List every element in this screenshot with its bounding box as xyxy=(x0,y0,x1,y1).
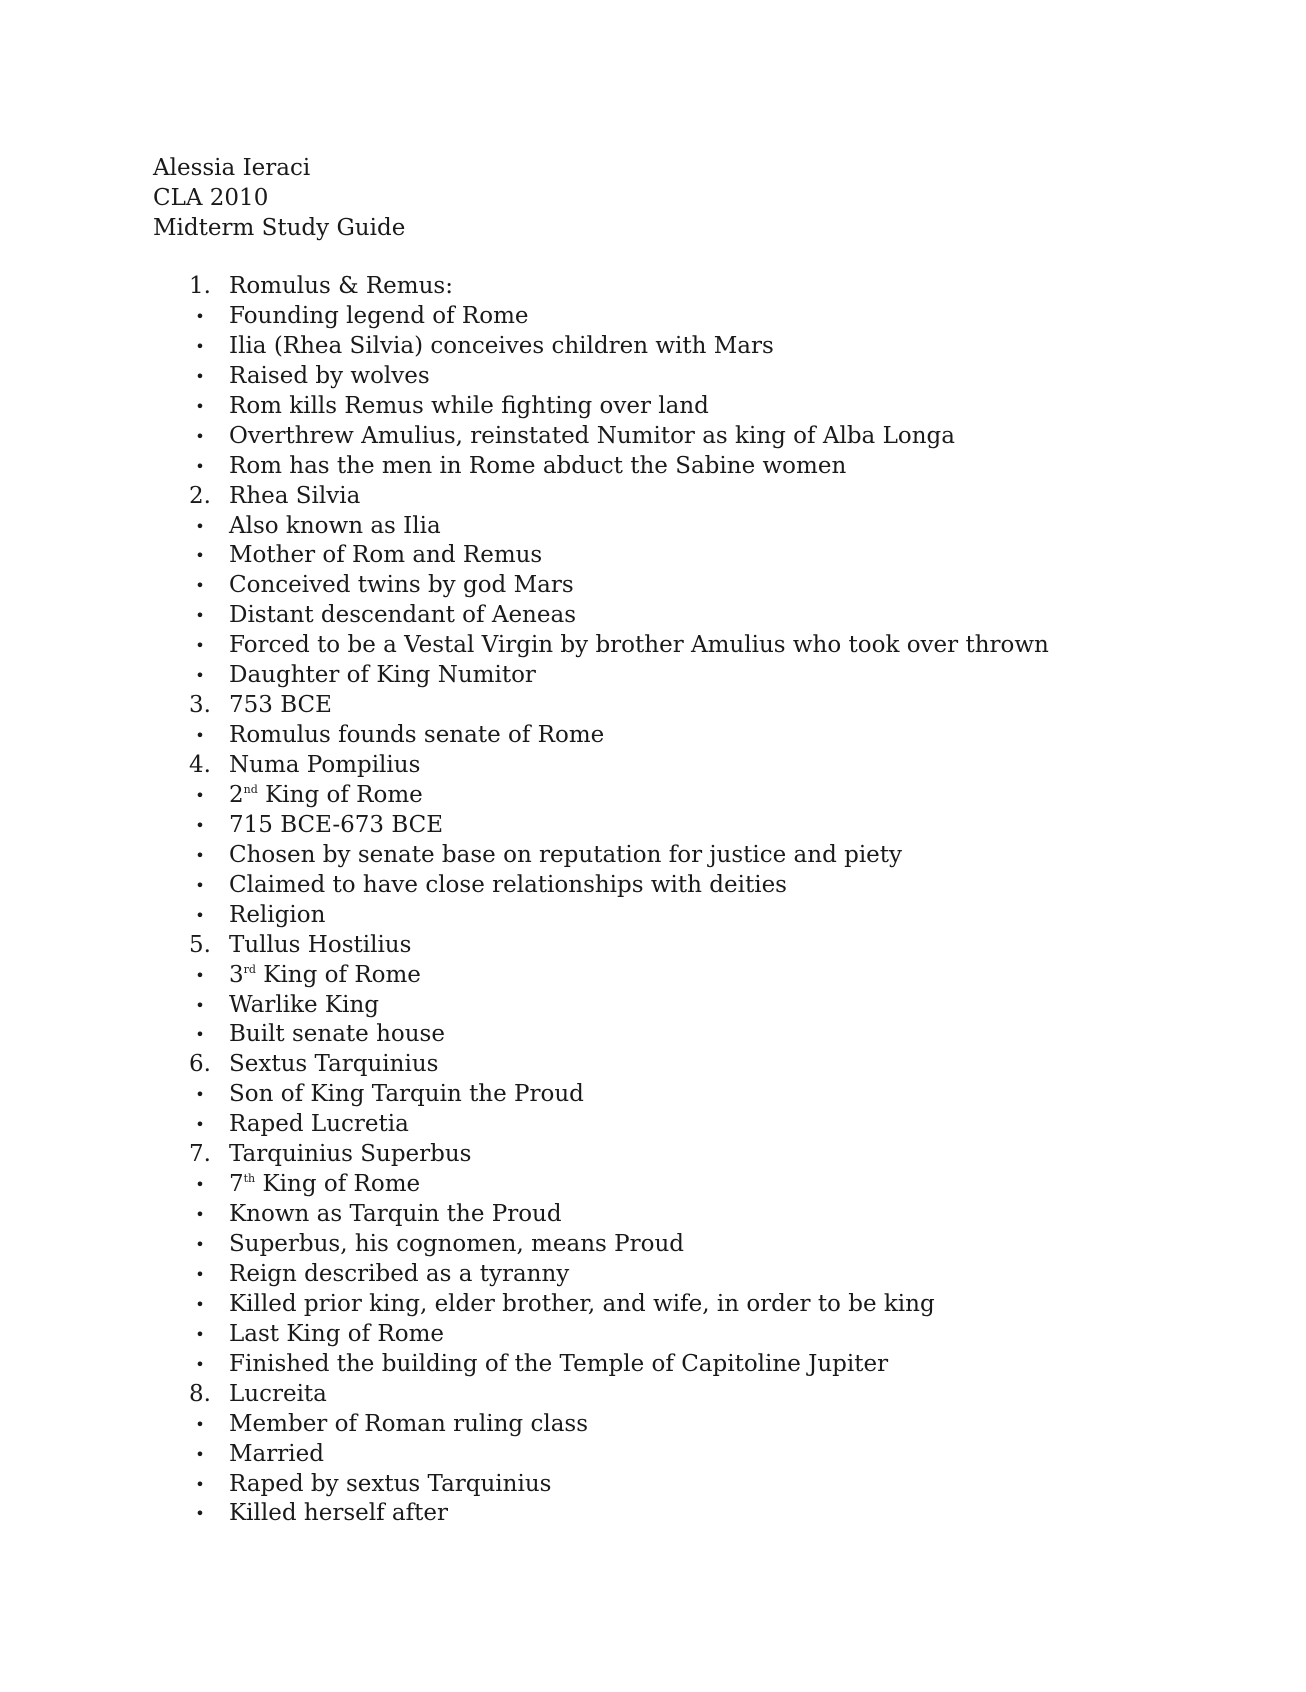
ordinal-number: 3 xyxy=(229,961,244,988)
list-item-text: Rhea Silvia xyxy=(229,482,361,509)
list-item-text: Killed herself after xyxy=(229,1500,448,1527)
list-item-text: Rom kills Remus while fighting over land xyxy=(229,392,709,419)
list-item-text: Lucreita xyxy=(229,1380,327,1407)
bullet-icon: • xyxy=(195,1294,205,1314)
bullet-icon: • xyxy=(195,875,205,895)
ordinal-suffix: rd xyxy=(243,962,256,976)
bullet-icon: • xyxy=(195,336,205,356)
bullet-icon: • xyxy=(195,995,205,1015)
document-header xyxy=(153,153,405,243)
list-item-text xyxy=(229,961,421,991)
bullet-icon: • xyxy=(195,1444,205,1464)
list-item-text: Married xyxy=(229,1440,324,1467)
ordinal-suffix: nd xyxy=(243,782,258,796)
list-number: 2. xyxy=(189,482,211,509)
bullet-icon: • xyxy=(195,1235,205,1254)
bullet-icon: • xyxy=(195,366,205,386)
list-item-text: Raised by wolves xyxy=(229,362,430,389)
list-number: 5. xyxy=(189,931,211,958)
list-number: 1. xyxy=(189,273,211,299)
list-item-text: Daughter of King Numitor xyxy=(229,662,536,689)
author-name: Alessia Ieraci xyxy=(153,155,311,181)
list-item-text: Built senate house xyxy=(229,1021,445,1048)
list-item-text: Known as Tarquin the Proud xyxy=(229,1201,562,1228)
bullet-icon: • xyxy=(195,306,205,326)
bullet-icon: • xyxy=(195,905,205,925)
list-item-text: Also known as Ilia xyxy=(229,512,441,539)
ordinal-suffix: th xyxy=(243,1172,256,1186)
bullet-icon: • xyxy=(195,1324,205,1344)
list-item-text: Numa Pompilius xyxy=(229,752,421,778)
bullet-icon: • xyxy=(195,396,205,416)
list-item-text: Tarquinius Superbus xyxy=(229,1141,472,1168)
list-number: 8. xyxy=(189,1380,211,1407)
bullet-icon: • xyxy=(195,516,205,536)
list-item-text: Raped Lucretia xyxy=(229,1111,409,1138)
list-item-text: Forced to be a Vestal Virgin by brother Amulius who took over thrown xyxy=(229,632,1049,659)
bullet-icon: • xyxy=(195,576,205,596)
bullet-icon: • xyxy=(195,426,205,446)
ordinal-number: 7 xyxy=(229,1171,244,1198)
bullet-icon: • xyxy=(195,606,205,626)
bullet-icon: • xyxy=(195,1115,205,1135)
list-item-text: Chosen by senate base on reputation for justice and piety xyxy=(229,841,903,868)
bullet-icon: • xyxy=(195,456,205,476)
list-item-text: Member of Roman ruling class xyxy=(229,1410,589,1437)
list-number: 4. xyxy=(189,752,211,778)
list-item-text: Superbus, his cognomen, means Proud xyxy=(229,1231,685,1257)
list-item-text xyxy=(229,781,423,811)
list-number: 7. xyxy=(189,1141,211,1168)
bullet-icon: • xyxy=(195,1264,205,1284)
bullet-icon: • xyxy=(195,1504,205,1524)
bullet-icon: • xyxy=(195,815,205,835)
list-number: 3. xyxy=(189,692,211,719)
list-item-text: Killed prior king, elder brother, and wife, in order to be king xyxy=(229,1290,935,1317)
list-item-text: Ilia (Rhea Silvia) conceives children with Mars xyxy=(229,332,774,359)
list-item-text: Son of King Tarquin the Proud xyxy=(229,1081,584,1108)
list-item-text: Claimed to have close relationships with deities xyxy=(229,871,787,898)
list-item-text: Conceived twins by god Mars xyxy=(229,572,574,599)
bullet-icon: • xyxy=(195,1085,205,1105)
list-item-text: Mother of Rom and Remus xyxy=(229,542,543,569)
list-item-text: Warlike King xyxy=(229,991,379,1018)
item-text-rest: King of Rome xyxy=(255,961,421,988)
bullet-icon: • xyxy=(195,1474,205,1494)
list-item-text: Reign described as a tyranny xyxy=(229,1260,570,1287)
list-item-text: Romulus founds senate of Rome xyxy=(229,722,605,749)
list-item-text: Religion xyxy=(229,901,326,928)
document-title: Midterm Study Guide xyxy=(153,215,406,241)
list-item-text: Sextus Tarquinius xyxy=(229,1051,439,1078)
course-code: CLA 2010 xyxy=(153,185,269,211)
list-item-text: Finished the building of the Temple of Capitoline Jupiter xyxy=(229,1350,889,1377)
list-item-text: Romulus & Remus: xyxy=(229,273,453,299)
list-item-text xyxy=(229,1170,420,1200)
bullet-icon: • xyxy=(195,1025,205,1045)
bullet-icon: • xyxy=(195,726,205,746)
list-item-text: 715 BCE-673 BCE xyxy=(229,811,444,838)
list-item-text: 753 BCE xyxy=(229,692,332,719)
bullet-icon: • xyxy=(195,845,205,865)
bullet-icon: • xyxy=(195,1175,205,1195)
list-item-text: Overthrew Amulius, reinstated Numitor as king of Alba Longa xyxy=(229,422,955,449)
ordinal-number: 2 xyxy=(229,781,244,808)
bullet-icon: • xyxy=(195,965,205,985)
bullet-icon: • xyxy=(195,666,205,686)
bullet-icon: • xyxy=(195,1414,205,1434)
list-item-text: Tullus Hostilius xyxy=(229,931,412,958)
list-item-text: Founding legend of Rome xyxy=(229,302,529,329)
list-item-text: Last King of Rome xyxy=(229,1320,444,1347)
list-number: 6. xyxy=(189,1051,211,1078)
list-item-text: Distant descendant of Aeneas xyxy=(229,602,576,629)
bullet-icon: • xyxy=(195,546,205,566)
bullet-icon: • xyxy=(195,785,205,805)
item-text-rest: King of Rome xyxy=(255,1171,421,1198)
list-item-text: Rom has the men in Rome abduct the Sabine women xyxy=(229,452,847,479)
bullet-icon: • xyxy=(195,1354,205,1374)
list-item-text: Raped by sextus Tarquinius xyxy=(229,1470,552,1497)
bullet-icon: • xyxy=(195,636,205,656)
bullet-icon: • xyxy=(195,1205,205,1225)
item-text-rest: King of Rome xyxy=(257,781,423,808)
